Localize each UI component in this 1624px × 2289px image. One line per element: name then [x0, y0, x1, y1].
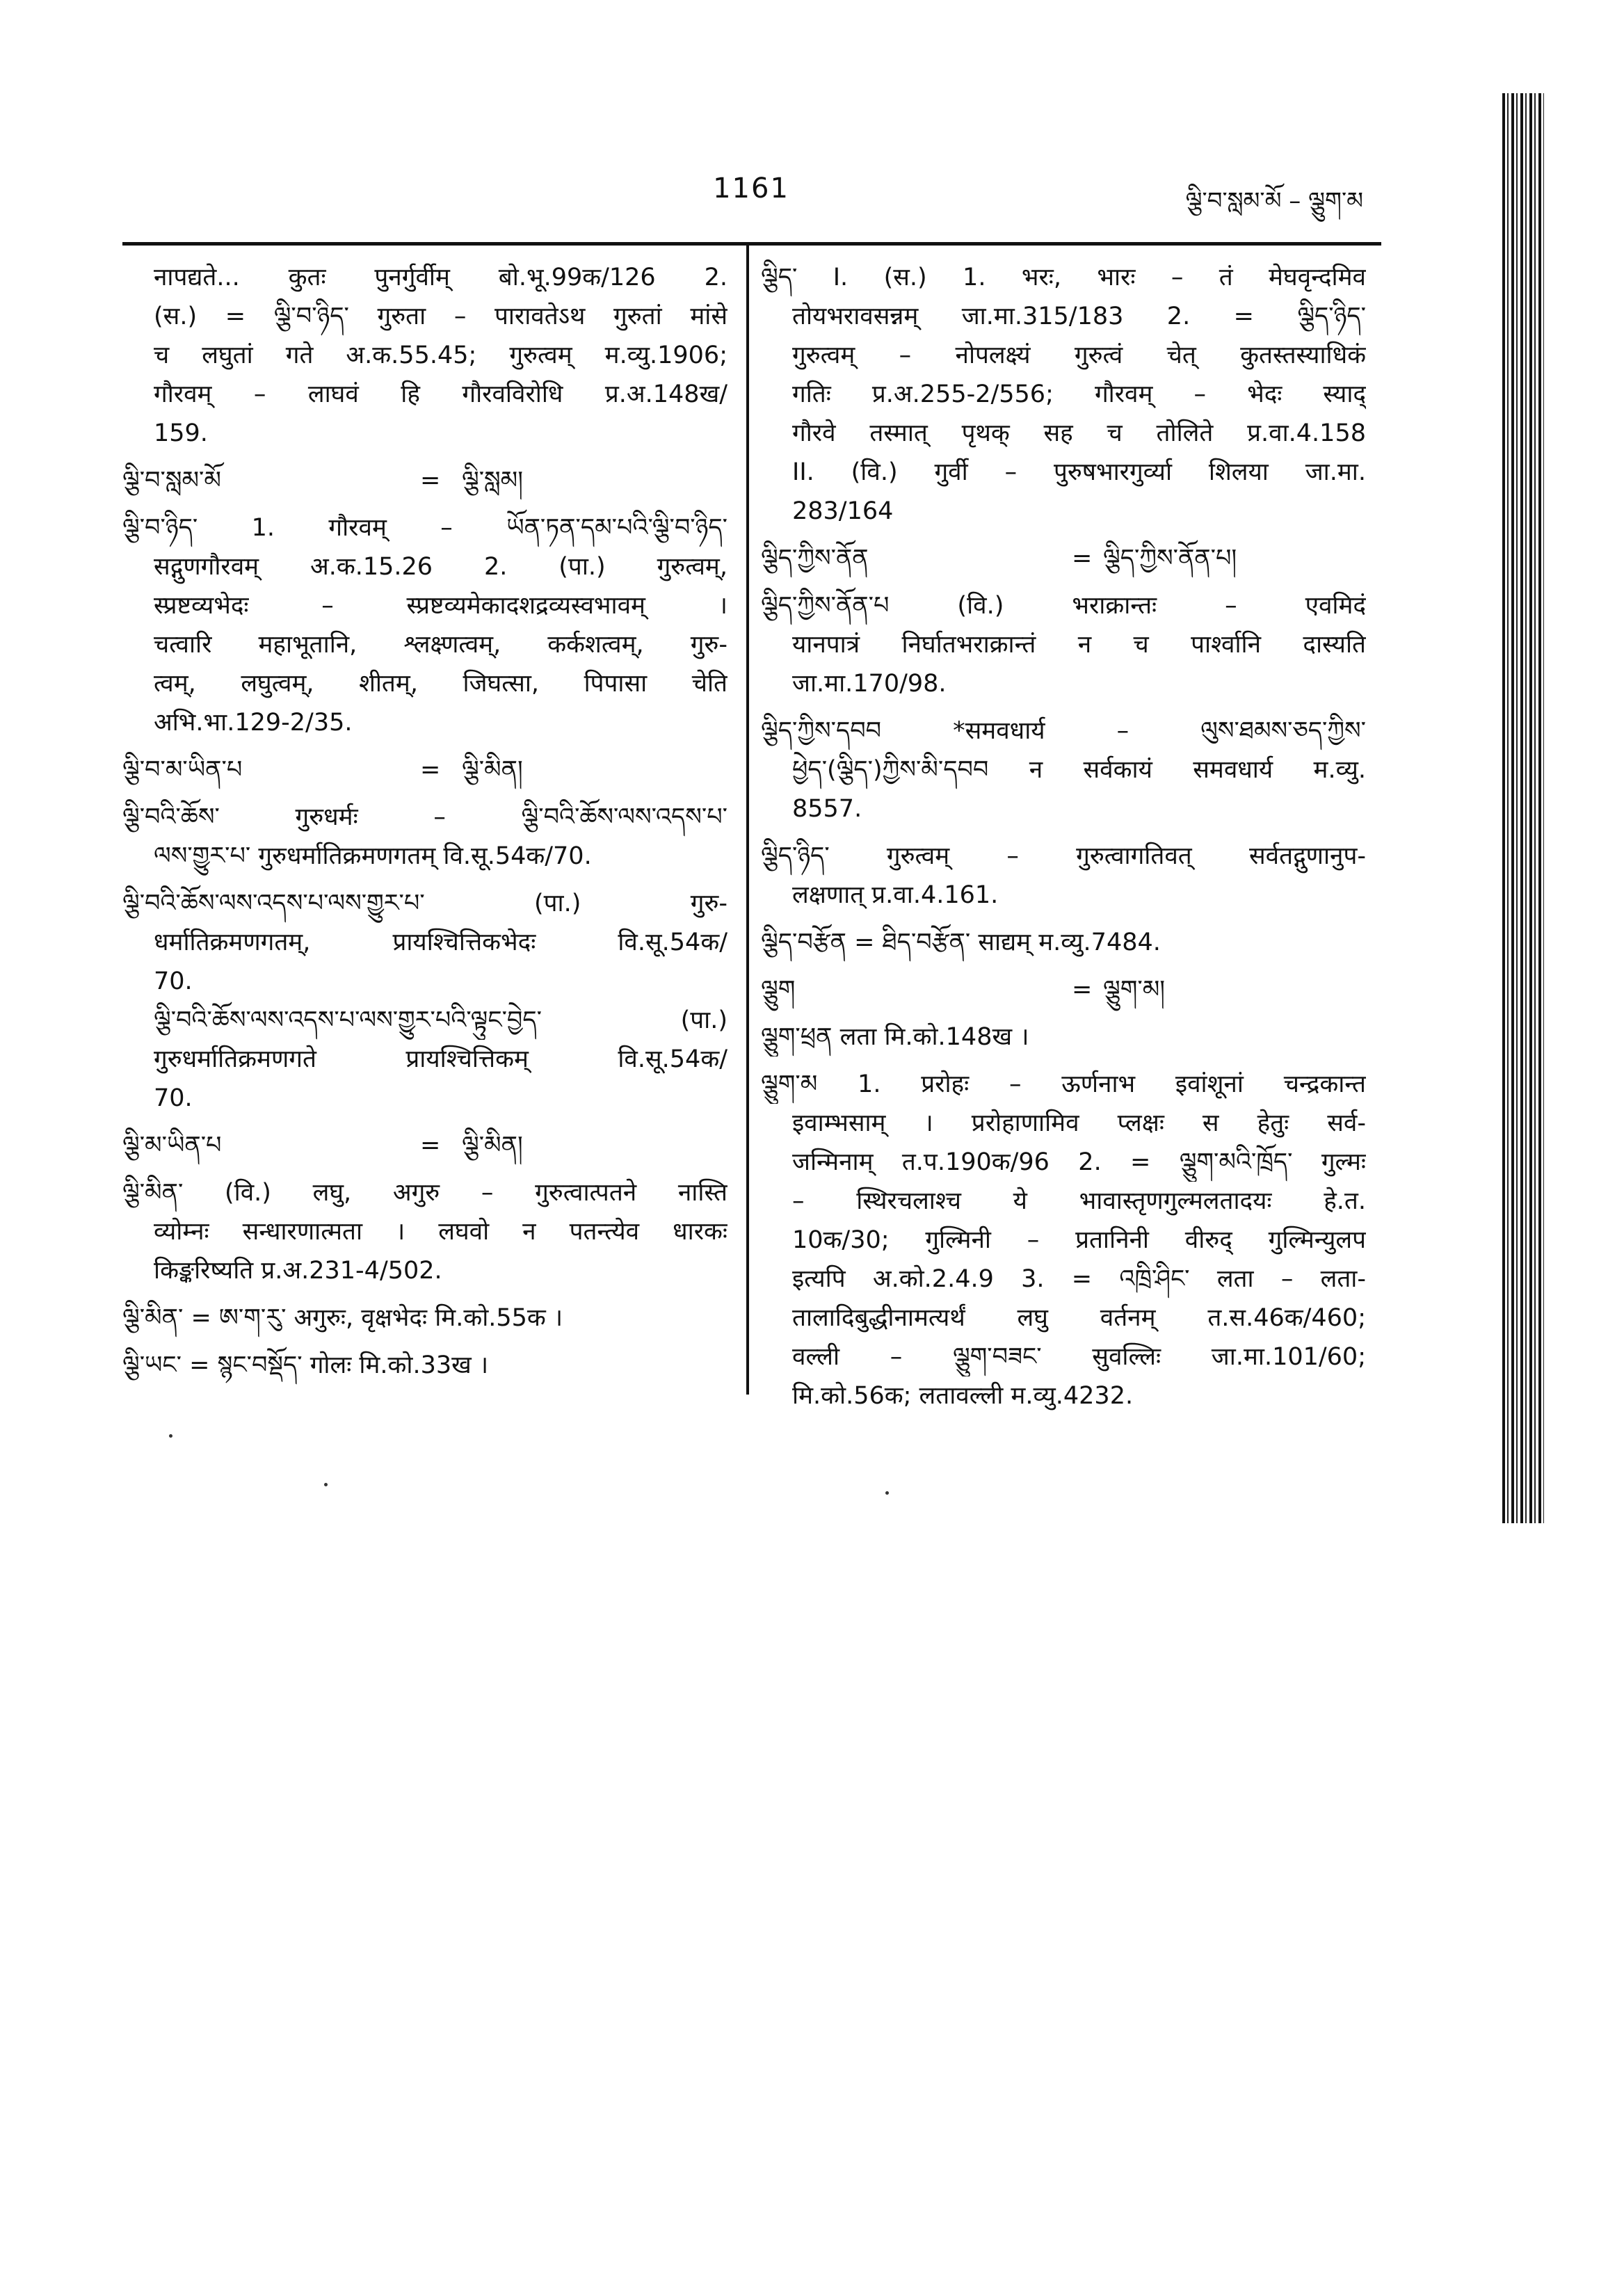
entry-text-line: ཕྱེད་(ལྕིད་)ཀྱིས་མི་དབབ न सर्वकायं समवधार्य म.व्यु.	[792, 756, 1366, 784]
entry-text-line: ལྕུག་མ 1. प्ररोहः – ऊर्णनाभ इवांशूनां चन्द्रकान्त	[761, 1070, 1366, 1098]
entry-text-line: नापद्यते... कुतः पुनर्गुर्वीम् बो.भू.99क/126 2.	[154, 264, 727, 291]
scan-edge-stripes	[1502, 93, 1544, 1523]
entry-text-line: किङ्करिष्यति प्र.अ.231-4/502.	[154, 1257, 442, 1285]
entry-text-line: 159.	[154, 419, 208, 447]
entry-text-line: ལྕིད་ཀྱིས་དབབ *समवधार्य – ལུས་ཐམས་ཅད་ཀྱིས་	[761, 717, 1366, 745]
cross-reference-target: ལྕི་མིན།	[462, 756, 523, 784]
entry-text-line: जन्मिनाम् त.प.190क/96 2. = ལྕུག་མའི་ཁྲོད་ गुल्मः	[792, 1148, 1366, 1176]
headword: ལྕི་བ་སླམ་མོ	[122, 467, 221, 495]
dictionary-entry	[761, 837, 1366, 915]
dictionary-entry	[122, 1173, 727, 1290]
top-rule	[122, 242, 1381, 246]
entry-text-line: च लघुतां गते अ.क.55.45; गुरुत्वम् म.व्यु.1906;	[154, 342, 727, 369]
cross-reference-entry	[761, 970, 1366, 1009]
entry-text-line: तालादिबुद्धीनामत्यर्थं लघु वर्तनम् त.स.46क/460;	[792, 1304, 1366, 1332]
entry-text-line: तोयभरावसन्नम् जा.मा.315/183 2. = ལྕིད་ཉིད་	[792, 303, 1366, 330]
entry-text-line: इत्यपि अ.को.2.4.9 3. = འཁྲི་ཤིང་ लता – लता-	[792, 1265, 1366, 1293]
dictionary-entry	[122, 258, 727, 453]
equals-sign: =	[420, 756, 441, 784]
dictionary-entry	[761, 923, 1366, 962]
dictionary-entry	[761, 258, 1366, 531]
entry-text-line: 8557.	[792, 795, 862, 823]
page-number: 1161	[713, 172, 789, 204]
dictionary-entry	[122, 1299, 727, 1338]
dictionary-entry	[761, 1065, 1366, 1415]
entry-text-line: स्प्रष्टव्यभेदः – स्प्रष्टव्यमेकादशद्रव्यस्वभावम् ।	[154, 592, 727, 620]
entry-text-line: 70.	[154, 1084, 193, 1112]
entry-text-line: जा.मा.170/98.	[792, 670, 947, 698]
entry-text-line: गौरवे तस्मात् पृथक् सह च तोलिते प्र.वा.4.158	[792, 419, 1366, 447]
entry-text-line: ལྕིད་ཉིད་ गुरुत्वम् – गुरुत्वागतिवत् सर्वतद्गुणानुप-	[761, 842, 1366, 870]
entry-text-line: अभि.भा.129-2/35.	[154, 709, 353, 737]
entry-text-line: 70.	[154, 967, 193, 995]
entry-text-line: ལྕི་མིན་ (वि.) लघु, अगुरु – गुरुत्वात्पतने नास्ति	[122, 1179, 727, 1207]
dictionary-entry	[761, 586, 1366, 703]
equals-sign: =	[420, 467, 441, 495]
entry-text-line: (स.) = ལྕི་བ་ཉིད་ गुरुता – पारावतेऽथ गुरुतां मांसे	[154, 303, 727, 330]
dictionary-entry	[122, 1346, 727, 1385]
scan-speck	[885, 1491, 889, 1495]
dictionary-entry	[122, 884, 727, 1001]
entry-text-line: मि.को.56क; लतावल्ली म.व्यु.4232.	[792, 1382, 1134, 1410]
entry-text-line: चत्वारि महाभूतानि, श्लक्ष्णत्वम्, कर्कशत्वम्, गुरु-	[154, 631, 727, 659]
headword: ལྕིད་ཀྱིས་ནོན	[761, 545, 869, 572]
cross-reference-line	[122, 750, 727, 789]
entry-text-line: धर्मातिक्रमणगतम्, प्रायश्चित्तिकभेदः वि.सू.54क/	[154, 929, 727, 956]
entry-text-line: गुरुत्वम् – नोपलक्ष्यं गुरुत्वं चेत् कुतस्तस्याधिकं	[792, 342, 1366, 369]
entry-text-line: ལྕིད་བརྩོན = ཐིད་བརྩོན་ साद्यम् म.व्यु.7484.	[761, 929, 1161, 956]
entry-text-line: ལྕིད་ཀྱིས་ནོན་པ (वि.) भराक्रान्तः – एवमिदं	[761, 592, 1366, 620]
equals-sign: =	[1072, 976, 1093, 1004]
cross-reference-entry	[122, 1126, 727, 1165]
entry-text-line: II. (वि.) गुर्वी – पुरुषभारगुर्व्या शिलया जा.मा.	[792, 458, 1366, 486]
scan-speck	[324, 1483, 328, 1486]
entry-text-line: – स्थिरचलाश्च ये भावास्तृणगुल्मलतादयः हे.त.	[792, 1187, 1366, 1215]
entry-text-line: त्वम्, लघुत्वम्, शीतम्, जिघत्सा, पिपासा चेति	[154, 670, 727, 698]
headword: ལྕི་མ་ཡིན་པ	[122, 1132, 222, 1159]
headword: ལྕི་བ་མ་ཡིན་པ	[122, 756, 243, 784]
cross-reference-line	[122, 1126, 727, 1165]
cross-reference-target: ལྕུག་མ།	[1103, 976, 1166, 1004]
dictionary-entry	[761, 712, 1366, 828]
running-head: ལྕི་བ་སླམ་མོ – ལྕུག་མ	[1185, 187, 1363, 215]
dictionary-entry	[761, 1018, 1366, 1057]
cross-reference-entry	[122, 750, 727, 789]
entry-text-line: ལྕི་མིན་ = ཨ་ག་རུ་ अगुरुः, वृक्षभेदः मि.को.55क ।	[122, 1304, 563, 1332]
entry-text-line: ལྕི་བའི་ཆོས་ལས་འདས་པ་ལས་གྱུར་པ་ (पा.) गुरु-	[122, 890, 727, 917]
entry-text-line: वल्ली – ལྕུག་བཟང་ सुवल्लिः जा.मा.101/60;	[792, 1343, 1366, 1371]
entry-text-line: व्योम्नः सन्धारणात्मता । लघवो न पतन्त्येव धारकः	[154, 1218, 727, 1246]
cross-reference-line	[122, 461, 727, 500]
column-divider	[746, 243, 749, 1395]
entry-text-line: ལས་གྱུར་པ་ गुरुधर्मातिक्रमणगतम् वि.सू.54क/70.	[154, 842, 592, 870]
dictionary-entry	[122, 508, 727, 742]
cross-reference-target: ལྕིད་ཀྱིས་ནོན་པ།	[1103, 545, 1237, 572]
entry-text-line: लक्षणात् प्र.वा.4.161.	[792, 881, 999, 909]
equals-sign: =	[1072, 545, 1093, 572]
cross-reference-entry	[761, 539, 1366, 578]
entry-text-line: गतिः प्र.अ.255-2/556; गौरवम् – भेदः स्याद्	[792, 380, 1366, 408]
right-column	[761, 258, 1366, 1415]
entry-text-line: ལྕི་བའི་ཆོས་ गुरुधर्मः – ལྕི་བའི་ཆོས་ལས་འདས་པ་	[122, 803, 727, 831]
entry-text-line: सद्गुणगौरवम् अ.क.15.26 2. (पा.) गुरुत्वम्,	[154, 553, 727, 581]
entry-text-line: इवाम्भसाम् । प्ररोहाणामिव प्लक्षः स हेतुः सर्व-	[792, 1109, 1366, 1137]
dictionary-entry	[122, 1001, 727, 1118]
entry-text-line: ལྕི་བའི་ཆོས་ལས་འདས་པ་ལས་གྱུར་པའི་ལྟུང་བྱེད་ (पा.)	[154, 1006, 727, 1034]
entry-text-line: 10क/30; गुल्मिनी – प्रतानिनी वीरुद् गुल्मिन्युलप	[792, 1226, 1366, 1254]
left-column	[122, 258, 727, 1385]
equals-sign: =	[420, 1132, 441, 1159]
entry-text-line: ལྕི་བ་ཉིད་ 1. गौरवम् – ཡོན་ཏན་དམ་པའི་ལྕི་བ་ཉིད་	[122, 514, 727, 542]
scan-speck	[169, 1434, 172, 1438]
entry-text-line: ལྕི་ཡང་ = སྙང་བསྡོད་ गोलः मि.को.33ख ।	[122, 1351, 489, 1379]
cross-reference-line	[761, 539, 1366, 578]
entry-text-line: यानपात्रं निर्घातभराक्रान्तं न च पार्श्वानि दास्यति	[792, 631, 1366, 659]
dictionary-entry	[122, 798, 727, 876]
entry-text-line: गुरुधर्मातिक्रमणगते प्रायश्चित्तिकम् वि.सू.54क/	[154, 1045, 727, 1073]
cross-reference-line	[761, 970, 1366, 1009]
entry-text-line: ལྕུག་ཕྲན लता मि.को.148ख ।	[761, 1023, 1029, 1051]
entry-text-line: ལྕིད་ I. (स.) 1. भरः, भारः – तं मेघवृन्दमिव	[761, 264, 1366, 291]
entry-text-line: गौरवम् – लाघवं हि गौरवविरोधि प्र.अ.148ख/	[154, 380, 727, 408]
cross-reference-target: ལྕི་མིན།	[462, 1132, 523, 1159]
cross-reference-entry	[122, 461, 727, 500]
headword: ལྕུག	[761, 976, 796, 1004]
entry-text-line: 283/164	[792, 497, 894, 525]
cross-reference-target: ལྕི་སླམ།	[462, 467, 524, 495]
